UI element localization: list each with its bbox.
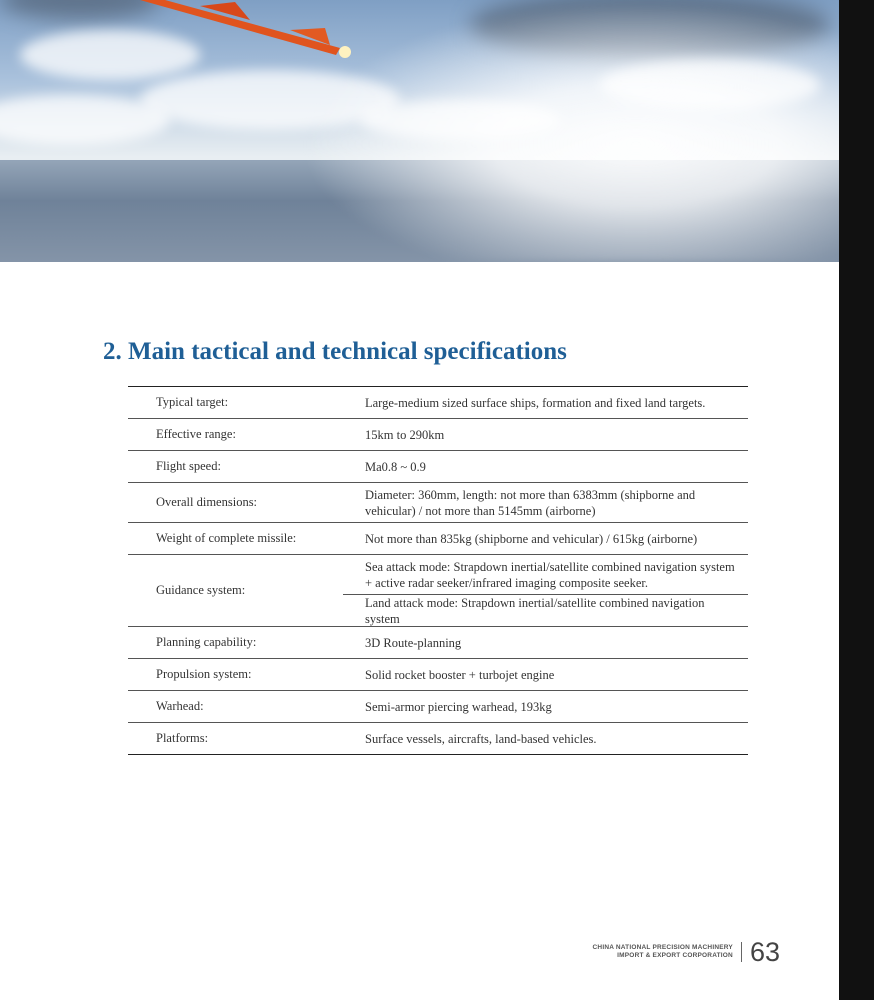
table-row — [128, 451, 748, 483]
corporation-name — [593, 944, 733, 960]
spec-label: Platforms: — [156, 731, 209, 745]
missile-icon — [140, 0, 360, 60]
page-edge-band — [839, 0, 874, 1000]
spec-value: Land attack mode: Strapdown inertial/satellite combined navigation system — [343, 594, 748, 626]
page-footer — [560, 936, 780, 968]
spec-label: Typical target: — [156, 395, 229, 409]
corporation-name-line1: CHINA NATIONAL PRECISION MACHINERY — [592, 944, 733, 951]
spec-label: Propulsion system: — [156, 667, 252, 681]
spec-label: Overall dimensions: — [156, 495, 258, 509]
spec-value: Large-medium sized surface ships, formation and fixed land targets. — [365, 395, 706, 410]
page-number: 63 — [749, 936, 780, 967]
spec-label: Weight of complete missile: — [156, 531, 297, 545]
table-row — [128, 483, 748, 523]
spec-label: Guidance system: — [156, 583, 246, 597]
table-row — [128, 659, 748, 691]
missile-launch-photo — [0, 0, 839, 262]
section-title: 2. Main tactical and technical specifications — [103, 338, 567, 365]
spec-value: Solid rocket booster + turbojet engine — [365, 667, 555, 682]
corporation-name-line2: IMPORT & EXPORT CORPORATION — [617, 952, 733, 959]
exhaust-plume — [300, 0, 839, 262]
table-row — [128, 555, 748, 627]
table-row — [128, 627, 748, 659]
spec-label: Planning capability: — [156, 635, 257, 649]
table-row — [128, 419, 748, 451]
table-row — [128, 723, 748, 754]
spec-value: Sea attack mode: Strapdown inertial/satellite combined navigation system + active radar seeker/infrared imaging composite seeker. — [365, 559, 735, 590]
table-row — [128, 523, 748, 555]
spec-value: Semi-armor piercing warhead, 193kg — [365, 699, 552, 714]
spec-label: Flight speed: — [156, 459, 221, 473]
spec-label: Effective range: — [156, 427, 236, 441]
spec-value: Not more than 835kg (shipborne and vehicular) / 615kg (airborne) — [365, 531, 698, 546]
spec-value: 3D Route-planning — [365, 635, 462, 650]
spec-label: Warhead: — [156, 699, 204, 713]
spec-value: Ma0.8 ~ 0.9 — [365, 459, 426, 474]
spec-value: Diameter: 360mm, length: not more than 6383mm (shipborne and vehicular) / not more than 5145mm (airborne) — [365, 487, 696, 518]
specifications-table — [128, 386, 748, 755]
spec-value: Surface vessels, aircrafts, land-based vehicles. — [365, 731, 597, 746]
table-row — [128, 387, 748, 419]
table-row — [128, 691, 748, 723]
spec-value: 15km to 290km — [365, 427, 445, 442]
footer-divider — [741, 942, 742, 962]
